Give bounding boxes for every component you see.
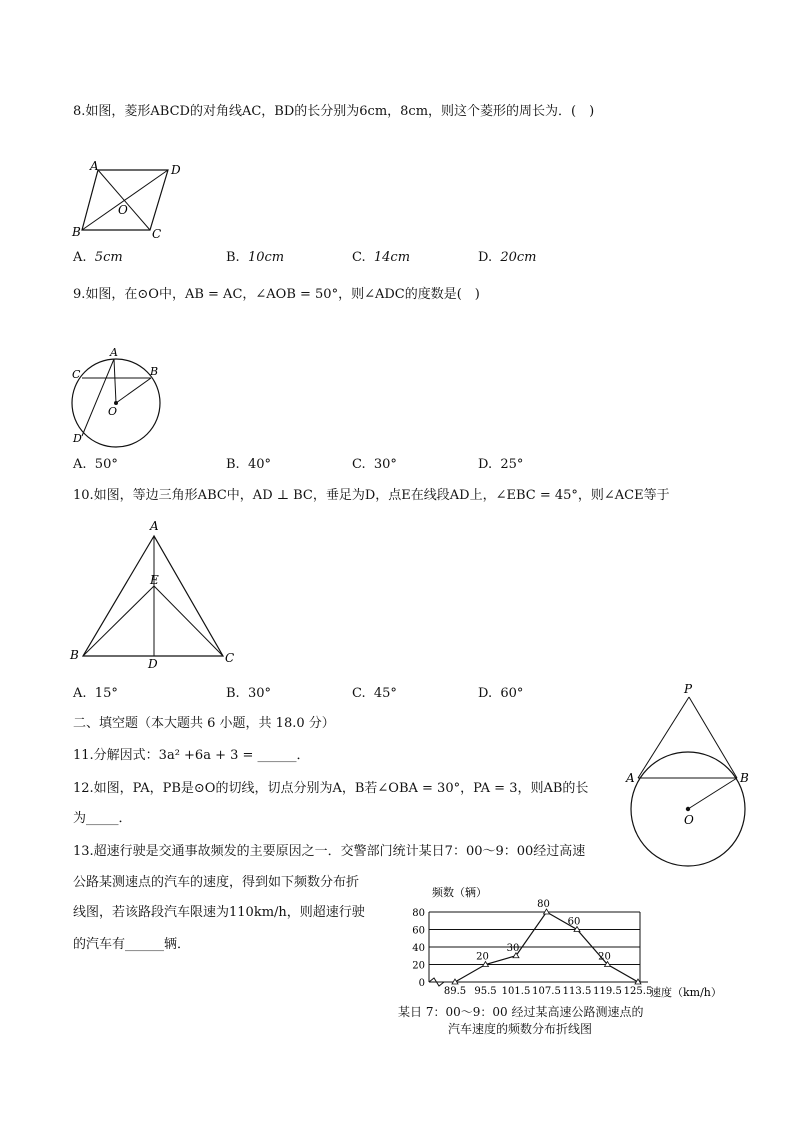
chart-x-tick-label: 125.5 [623,986,653,997]
q10-stem: 10.如图，等边三角形ABC中，AD ⊥ BC，垂足为D，点E在线段AD上，∠EBC = 45°，则∠ACE等于 [73,488,670,503]
chart-x-tick-label: 89.5 [443,986,467,997]
q8-label-o: O [118,203,128,217]
q13-line2: 公路某测速点的汽车的速度，得到如下频数分布折 [73,875,360,890]
q8-label-c: C [152,227,162,241]
chart-x-tick-label: 113.5 [562,986,592,997]
q13-caption-line2: 汽车速度的频数分布折线图 [448,1022,593,1036]
q8-option-d[interactable]: D. 20cm [478,250,537,265]
q8-label-a: A [90,159,99,173]
q10-option-d[interactable]: D. 60° [478,686,524,701]
q10-option-a[interactable]: A. 15° [73,686,118,701]
q8-label-b: B [72,225,81,239]
q10-option-c[interactable]: C. 45° [352,686,397,701]
q9-circle-figure [66,344,176,453]
section2-title: 二、填空题（本大题共 6 小题，共 18.0 分） [73,716,335,731]
chart-y-tick-label: 80 [412,908,425,919]
q12-label-a: A [626,771,635,785]
chart-x-tick-label: 119.5 [593,986,622,997]
chart-ylabel: 频数（辆） [432,886,487,899]
q13-caption-line1: 某日 7：00～9：00 经过某高速公路测速点的 [398,1005,644,1019]
q9-stem: 9.如图，在⊙O中，AB = AC，∠AOB = 50°，则∠ADC的度数是( ) [73,287,480,302]
q12-stem-line1: 12.如图，PA，PB是⊙O的切线，切点分别为A，B若∠OBA = 30°，PA = 3，则AB的长 [73,781,589,796]
q13-line4: 的汽车有______辆． [73,937,191,952]
chart-y-tick-label: 40 [412,943,425,954]
q12-label-o: O [684,813,694,827]
q10-label-a: A [150,519,159,533]
q13-line1: 13.超速行驶是交通事故频发的主要原因之一．交警部门统计某日7：00～9：00经过高速 [73,844,586,859]
chart-y-tick-label: 60 [412,925,425,937]
q9-label-o: O [108,405,118,418]
q10-label-d: D [148,657,158,671]
q9-label-c: C [72,368,81,381]
q12-stem-line2: 为_____． [73,811,132,826]
q10-option-b[interactable]: B. 30° [226,686,271,701]
q12-tangent-figure [624,682,754,876]
chart-x-tick-label: 95.5 [474,986,497,997]
chart-xlabel: 速度（km/h） [650,986,722,999]
q9-option-c[interactable]: C. 30° [352,457,397,472]
q12-label-p: P [684,682,693,696]
q8-option-a[interactable]: A. 5cm [73,250,123,265]
q10-label-c: C [225,651,235,665]
chart-data-label: 20 [476,951,489,963]
q9-label-d: D [73,432,82,445]
q9-option-a[interactable]: A. 50° [73,457,118,472]
q13-line3: 线图，若该路段汽车限速为110km/h，则超速行驶 [73,905,365,920]
chart-data-label: 80 [537,899,550,910]
q10-label-e: E [150,573,159,587]
q8-label-d: D [171,163,181,177]
q13-frequency-chart [395,882,730,1008]
q9-label-a: A [110,346,118,359]
q8-option-c[interactable]: C. 14cm [352,250,411,265]
q9-option-b[interactable]: B. 40° [226,457,271,472]
q9-label-b: B [150,365,159,378]
q10-label-b: B [70,648,79,662]
q8-stem: 8.如图，菱形ABCD的对角线AC，BD的长分别为6cm，8cm，则这个菱形的周长为．( ) [73,104,595,119]
q9-option-d[interactable]: D. 25° [478,457,524,472]
q8-option-b[interactable]: B. 10cm [226,250,285,265]
frequency-polygon-svg [395,882,730,1004]
q10-triangle-figure [66,514,246,678]
chart-x-tick-label: 101.5 [501,986,531,997]
q12-label-b: B [740,771,749,785]
chart-y-tick-label: 0 [418,978,425,989]
chart-y-tick-label: 20 [412,960,425,972]
q11-stem: 11.分解因式：3a² +6a + 3 = ______． [73,748,310,763]
chart-data-label: 20 [598,951,611,963]
chart-x-tick-label: 107.5 [532,986,561,997]
chart-data-label: 30 [506,942,520,954]
chart-data-label: 60 [567,916,581,928]
q8-rhombus-figure [70,158,190,247]
